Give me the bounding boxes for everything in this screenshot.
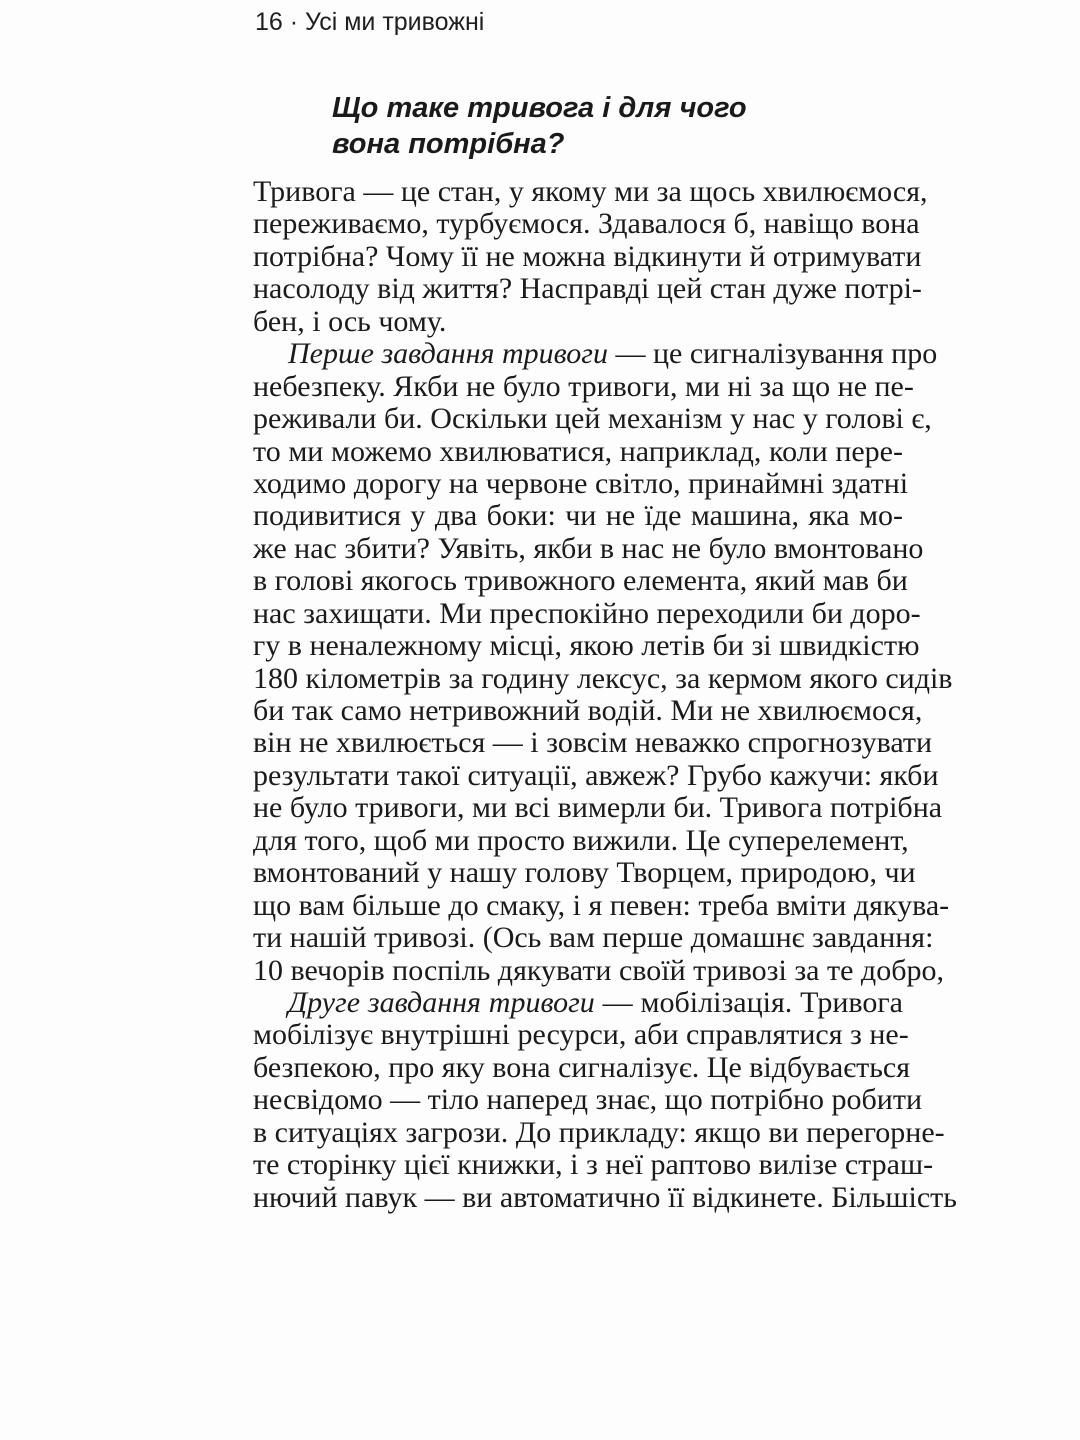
- text-line: то ми можемо хвилюватися, наприклад, коли пере-: [253, 434, 903, 468]
- section-title: [332, 90, 852, 162]
- text-line: небезпеку. Якби не було тривоги, ми ні за що не пе-: [253, 369, 914, 403]
- text-line: ходимо дорогу на червоне світло, принаймні здатні: [253, 466, 909, 500]
- text-line: подивитися у два боки: чи не їде машина, яка мо-: [253, 499, 903, 533]
- text-line: для того, щоб ми просто вижили. Це суперелемент,: [253, 823, 909, 857]
- emphasis-first-task: Перше завдання тривоги: [288, 337, 608, 371]
- text-line: насолоду від життя? Насправді цей стан дуже потрі-: [253, 272, 922, 306]
- body-text: [253, 175, 957, 1214]
- text-line: гу в неналежному місці, якою летів би зі швидкістю: [253, 629, 920, 663]
- text-line: переживаємо, турбуємося. Здавалося б, навіщо вона: [253, 207, 920, 241]
- text-line: мобілізує внутрішні ресурси, аби справлятися з не-: [253, 1018, 909, 1052]
- text-line: він не хвилюється — і зовсім неважко спрогнозувати: [253, 726, 933, 760]
- text-line: бен, і ось чому.: [253, 304, 447, 338]
- paragraph-second-task: [253, 985, 957, 1214]
- text-line: 180 кілометрів за годину лексус, за кермом якого сидів: [253, 661, 953, 695]
- text-fragment: — це сигналізування про: [607, 337, 938, 371]
- text-line: не було тривоги, ми всі вимерли би. Тривога потрібна: [253, 791, 943, 825]
- text-line: [253, 337, 938, 371]
- emphasis-second-task: Друге завдання тривоги: [288, 985, 595, 1019]
- text-line: несвідомо — тіло наперед знає, що потрібно робити: [253, 1083, 923, 1117]
- text-line: в голові якогось тривожного елемента, який мав би: [253, 564, 908, 598]
- section-title-line: вона потрібна?: [332, 128, 565, 160]
- text-line: [253, 987, 903, 1019]
- text-line: же нас збити? Уявіть, якби в нас не було вмонтовано: [253, 531, 924, 565]
- text-line: ти нашій тривозі. (Ось вам перше домашнє завдання:: [253, 921, 934, 955]
- text-line: нючий павук — ви автоматично її відкинете. Більшість: [253, 1180, 957, 1214]
- text-line: що вам більше до смаку, і я певен: треба вміти дякува-: [253, 888, 950, 922]
- text-line: те сторінку цієї книжки, і з неї раптово вилізе страш-: [253, 1148, 934, 1182]
- text-line: реживали би. Оскільки цей механізм у нас у голові є,: [253, 402, 932, 436]
- text-line: результати такої ситуації, авжеж? Грубо кажучи: якби: [253, 758, 939, 792]
- text-line: потрібна? Чому її не можна відкинути й отримувати: [253, 239, 922, 273]
- text-line: безпекою, про яку вона сигналізує. Це відбувається: [253, 1050, 911, 1084]
- text-line: 10 вечорів поспіль дякувати своїй тривозі за те добро,: [253, 953, 944, 987]
- running-head: 16 · Усі ми тривожні: [255, 8, 485, 36]
- text-fragment: — мобілізація. Тривога: [594, 985, 903, 1019]
- text-line: в ситуаціях загрози. До прикладу: якщо ви перегорне-: [253, 1115, 945, 1149]
- paragraph-intro: [253, 175, 928, 338]
- section-title-line: Що таке тривога і для чого: [332, 92, 747, 124]
- text-line: би так само нетривожний водій. Ми не хвилюємося,: [253, 694, 923, 727]
- text-line: нас захищати. Ми преспокійно переходили би доро-: [253, 596, 921, 630]
- text-line: вмонтований у нашу голову Творцем, природою, чи: [253, 856, 916, 890]
- paragraph-first-task: [253, 337, 953, 987]
- text-line: Тривога — це стан, у якому ми за щось хвилюємося,: [253, 175, 928, 208]
